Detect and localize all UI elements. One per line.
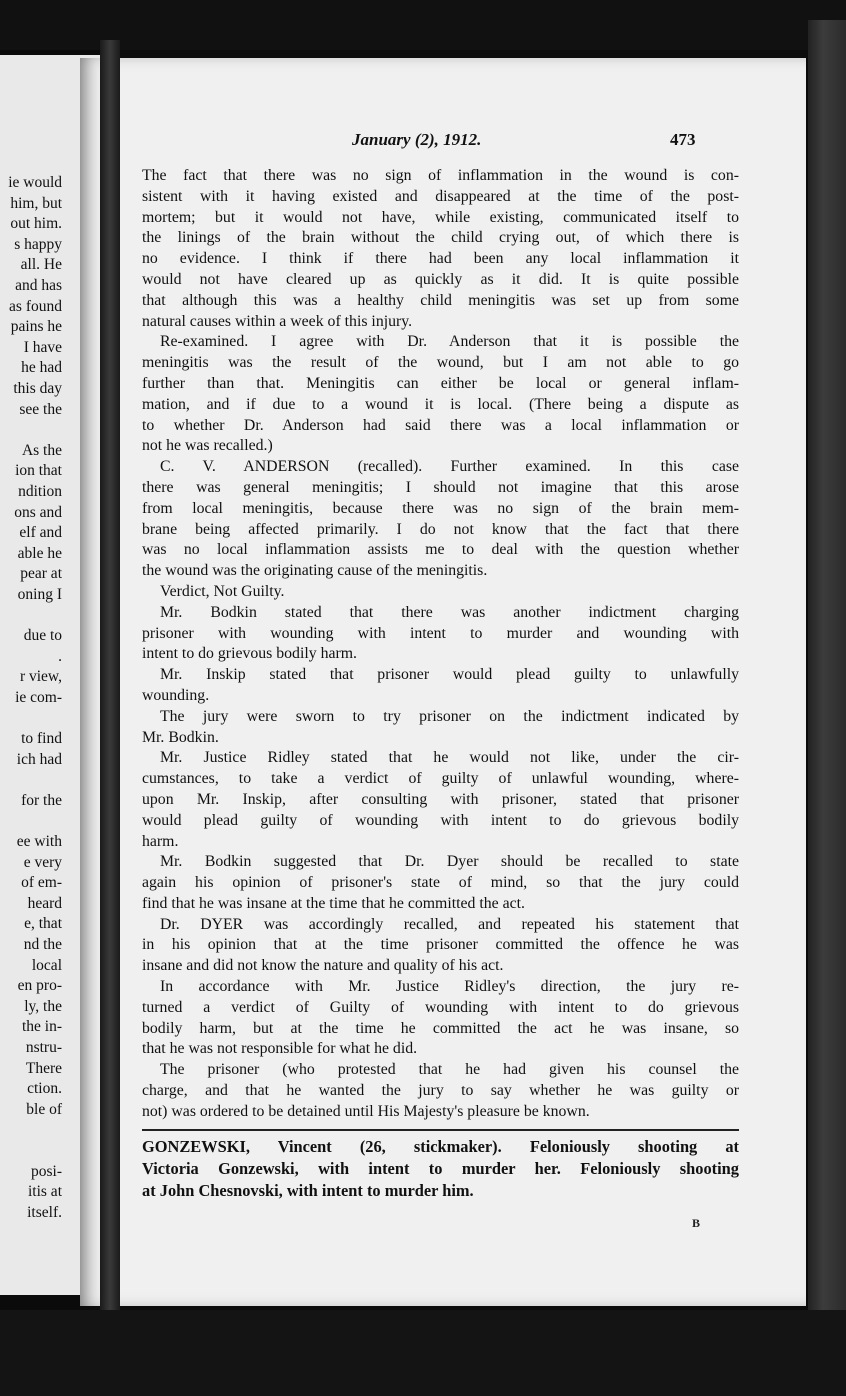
left-page-line: all. He <box>20 256 62 274</box>
section-divider <box>142 1129 739 1131</box>
paragraph <box>142 166 739 332</box>
text-line: again his opinion of prisoner's state of mind, so that the jury could <box>142 874 739 892</box>
left-page-line: e very <box>23 853 62 871</box>
left-page-line: nstru- <box>25 1038 62 1056</box>
text-line: prisoner with wounding with intent to murder and wounding with <box>142 624 739 642</box>
text-line: not he was recalled.) <box>142 437 273 455</box>
left-page-line: elf and <box>19 524 62 542</box>
text-line: no evidence. I think if there had been any local inflammation it <box>142 250 739 268</box>
left-page-line: pains he <box>10 318 62 336</box>
text-line: charge, and that he wanted the jury to say whether he was guilty or <box>142 1082 739 1100</box>
text-line: meningitis was the result of the wound, but I am not able to go <box>142 354 739 372</box>
left-page-line <box>0 811 62 832</box>
text-line: cumstances, to take a verdict of guilty of unlawful wounding, where- <box>142 770 739 788</box>
left-page-line: There <box>25 1059 62 1077</box>
left-page-line: for the <box>21 791 62 809</box>
left-page-line: . <box>58 647 62 665</box>
left-page-line: ie com- <box>15 688 62 706</box>
text-line: bodily harm, but at the time he committed the act he was insane, so <box>142 1019 739 1037</box>
text-line: wounding. <box>142 686 210 704</box>
case-heading-line: GONZEWSKI, Vincent (26, stickmaker). Feloniously shooting at <box>142 1136 739 1156</box>
scan-right-border <box>808 20 846 1320</box>
text-line: in his opinion that at the time prisoner committed the offence he was <box>142 936 739 954</box>
book-gutter <box>100 40 120 1310</box>
text-line: the wound was the originating cause of the meningitis. <box>142 562 488 580</box>
scan-top-border <box>0 0 846 50</box>
left-page-line: pear at <box>20 565 62 583</box>
text-line: there was general meningitis; I should not imagine that this arose <box>142 478 739 496</box>
left-page-line: and has <box>15 276 62 294</box>
text-line: not) was ordered to be detained until His Majesty's pleasure be known. <box>142 1102 590 1120</box>
text-line: Mr. Bodkin suggested that Dr. Dyer should be recalled to state <box>160 853 739 871</box>
case-heading-line: Victoria Gonzewski, with intent to murder her. Feloniously shooting <box>142 1158 739 1178</box>
text-line: insane and did not know the nature and quality of his act. <box>142 957 504 975</box>
right-page <box>80 58 806 1306</box>
text-line: harm. <box>142 832 179 850</box>
left-page-line: oning I <box>17 585 62 603</box>
text-line: was no local inflammation assists me to deal with the question whether <box>142 541 739 559</box>
left-page-line: ndition <box>18 482 62 500</box>
text-line: brane being affected primarily. I do not know that the fact that there <box>142 520 739 538</box>
text-line: The jury were sworn to try prisoner on the indictment indicated by <box>160 707 739 725</box>
left-page-line: to find <box>21 730 62 748</box>
paragraph <box>142 332 739 457</box>
text-line: Mr. Inskip stated that prisoner would plead guilty to unlawfully <box>160 666 739 684</box>
paragraph <box>142 457 739 582</box>
scan-bottom-border <box>0 1310 846 1396</box>
text-line: Verdict, Not Guilty. <box>160 582 285 600</box>
left-page-line: as found <box>9 297 62 315</box>
text-line: Mr. Justice Ridley stated that he would not like, under the cir- <box>160 749 739 767</box>
left-page-line <box>0 708 62 729</box>
text-line: would plead guilty of wounding with intent to do grievous bodily <box>142 811 739 829</box>
left-page-line: ich had <box>16 750 62 768</box>
text-line: find that he was insane at the time that he committed the act. <box>142 894 525 912</box>
text-line: Mr. Bodkin. <box>142 728 219 746</box>
text-line: In accordance with Mr. Justice Ridley's direction, the jury re- <box>160 978 739 996</box>
left-page-line: he had <box>21 359 62 377</box>
paragraph <box>142 665 739 707</box>
left-page-line: ie would <box>8 174 62 191</box>
text-line: to whether Dr. Anderson had said there was a local inflammation or <box>142 416 739 434</box>
left-page-line: itself. <box>27 1203 62 1221</box>
left-page-line: ion that <box>15 462 62 480</box>
text-line: The prisoner (who protested that he had given his counsel the <box>160 1061 739 1079</box>
page-body <box>142 166 739 1202</box>
text-line: C. V. ANDERSON (recalled). Further examined. In this case <box>160 458 739 476</box>
text-line: would not have cleared up as quickly as it did. It is quite possible <box>142 270 739 288</box>
left-page-line: this day <box>13 379 62 397</box>
paragraph <box>142 977 739 1060</box>
left-page-line <box>0 1120 62 1141</box>
left-page-line: due to <box>23 627 62 645</box>
left-page-line <box>0 605 62 626</box>
left-page-line <box>0 1141 62 1162</box>
paragraph <box>142 915 739 977</box>
text-line: that he was not responsible for what he did. <box>142 1040 418 1058</box>
paragraph <box>142 852 739 914</box>
left-page-line: nd the <box>23 935 62 953</box>
left-page-line: of em- <box>21 874 62 892</box>
paragraph <box>142 1060 739 1122</box>
text-line: sistent with it having existed and disappeared at the time of the post- <box>142 187 739 205</box>
text-line: Mr. Bodkin stated that there was another indictment charging <box>160 603 739 621</box>
left-page-line: As the <box>21 441 62 459</box>
left-page-line <box>0 420 62 441</box>
left-page-line: ction. <box>27 1080 62 1098</box>
case-heading-line: at John Chesnovski, with intent to murder him. <box>142 1180 474 1200</box>
left-page-line: the in- <box>21 1018 62 1036</box>
text-line: intent to do grievous bodily harm. <box>142 645 357 663</box>
left-page-line: itis at <box>27 1183 62 1201</box>
left-page-text <box>0 173 62 1223</box>
text-line: from local meningitis, because there was no sign of the brain mem- <box>142 499 739 517</box>
text-line: Dr. DYER was accordingly recalled, and repeated his statement that <box>160 915 739 933</box>
paragraph <box>142 603 739 665</box>
text-line: further than that. Meningitis can either be local or general inflam- <box>142 374 739 392</box>
signature-mark: B <box>692 1216 701 1230</box>
left-page-line: him, but <box>10 194 62 212</box>
left-page-line <box>0 770 62 791</box>
left-page-line: r view, <box>19 668 62 686</box>
paragraph <box>142 582 739 603</box>
left-page-line: ble of <box>26 1100 62 1118</box>
text-line: The fact that there was no sign of inflammation in the wound is con- <box>142 167 739 184</box>
text-line: turned a verdict of Guilty of wounding with intent to do grievous <box>142 998 739 1016</box>
text-line: that although this was a healthy child meningitis was set up from some <box>142 291 739 309</box>
text-line: mortem; but it would not have, while existing, communicated itself to <box>142 208 739 226</box>
left-page-line: see the <box>19 400 62 418</box>
left-page-line: I have <box>23 338 62 356</box>
left-page-line: out him. <box>10 215 62 233</box>
left-page-line: ly, the <box>24 997 62 1015</box>
left-page-line: posi- <box>31 1162 62 1180</box>
text-line: mation, and if due to a wound it is local. (There being a dispute as <box>142 395 739 413</box>
left-page-line: en pro- <box>17 977 62 995</box>
page-number: 473 <box>670 130 696 149</box>
text-line: Re-examined. I agree with Dr. Anderson that it is possible the <box>160 333 739 351</box>
left-page-line: heard <box>27 894 62 912</box>
text-line: the linings of the brain without the child crying out, of which there is <box>142 229 739 247</box>
running-head <box>80 130 806 152</box>
left-page-line: s happy <box>14 235 62 253</box>
paragraph <box>142 748 739 852</box>
text-line: natural causes within a week of this injury. <box>142 312 413 330</box>
left-page-line: able he <box>17 544 62 562</box>
page-date: January (2), 1912. <box>352 130 482 149</box>
left-page-line: local <box>31 956 62 974</box>
paragraph <box>142 707 739 749</box>
case-heading <box>142 1136 739 1202</box>
text-line: upon Mr. Inskip, after consulting with prisoner, stated that prisoner <box>142 790 739 808</box>
left-page-line: e, that <box>24 915 62 933</box>
left-page-line: ons and <box>14 503 62 521</box>
left-page-line: ee with <box>16 833 62 850</box>
